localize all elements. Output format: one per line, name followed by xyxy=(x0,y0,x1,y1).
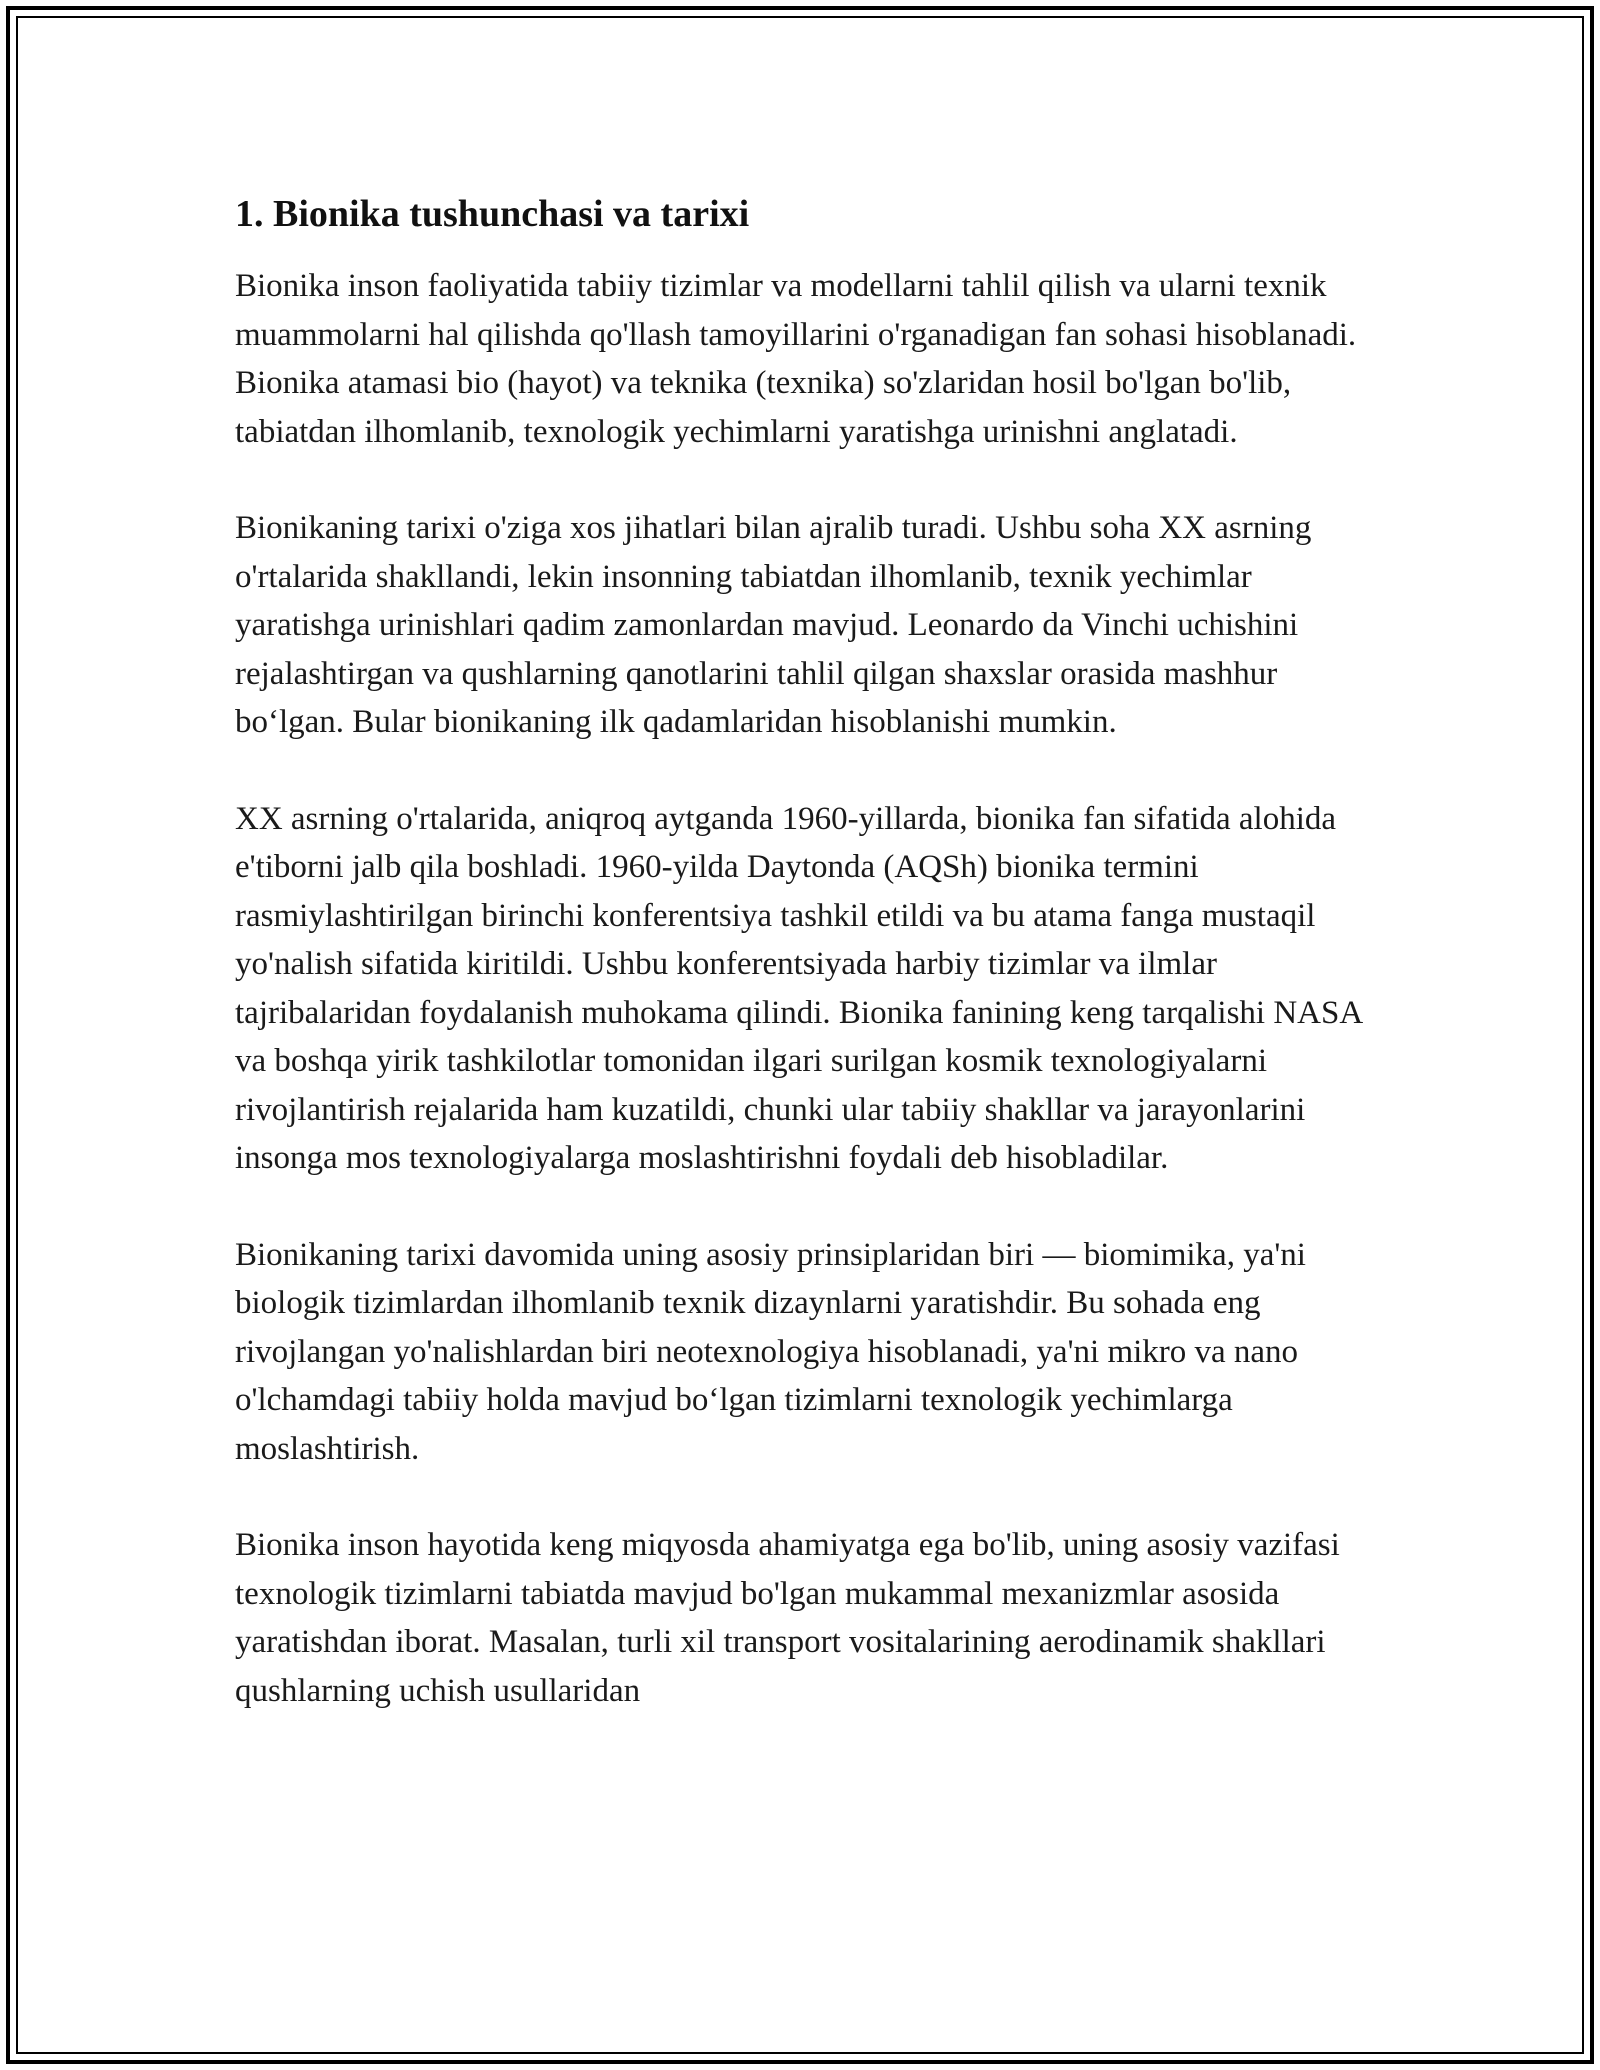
document-body xyxy=(235,186,1385,1763)
paragraph-definition: Bionika inson faoliyatida tabiiy tizimlar va modellarni tahlil qilish va ularni texnik muammolarni hal qilishda qo'llash tamoyillarini o'rganadigan fan sohasi hisoblanadi. Bionika atamasi bio (hayot) va teknika (texnika) so'zlaridan hosil bo'lgan bo'lib, tabiatdan ilhomlanib, texnologik yechimlarni yaratishga urinishni anglatadi. xyxy=(235,268,1357,450)
paragraph-importance: Bionika inson hayotida keng miqyosda ahamiyatga ega bo'lib, uning asosiy vazifasi texnologik tizimlarni tabiatda mavjud bo'lgan mukammal mexanizmlar asosida yaratishdan iborat. Masalan, turli xil transport vositalarining aerodinamik shakllari qushlarning uchish usullaridan xyxy=(235,1527,1340,1709)
paragraph-biomimicry: Bionikaning tarixi davomida uning asosiy prinsiplaridan biri — biomimika, ya'ni biologik tizimlardan ilhomlanib texnik dizaynlarni yaratishdir. Bu sohada eng rivojlangan yo'nalishlardan biri neotexnologiya hisoblanadi, ya'ni mikro va nano o'lchamdagi tabiiy holda mavjud bo‘lgan tizimlarni texnologik yechimlarga moslashtirish. xyxy=(235,1236,1306,1467)
paragraph-1960s: XX asrning o'rtalarida, aniqroq aytganda 1960-yillarda, bionika fan sifatida alohida e'tiborni jalb qila boshladi. 1960-yilda Daytonda (AQSh) bionika termini rasmiylashtirilgan birinchi konferentsiya tashkil etildi va bu atama fanga mustaqil yo'nalish sifatida kiritildi. Ushbu konferentsiyada harbiy tizimlar va ilmlar tajribalaridan foydalanish muhokama qilindi. Bionika fanining keng tarqalishi NASA va boshqa yirik tashkilotlar tomonidan ilgari surilgan kosmik texnologiyalarni rivojlantirish rejalarida ham kuzatildi, chunki ular tabiiy shakllar va jarayonlarini insonga mos texnologiyalarga moslashtirishni foydali deb hisobladilar. xyxy=(235,800,1362,1176)
section-title: 1. Bionika tushunchasi va tarixi xyxy=(235,193,750,235)
paragraph-history: Bionikaning tarixi o'ziga xos jihatlari bilan ajralib turadi. Ushbu soha XX asrning o'rtalarida shakllandi, lekin insonning tabiatdan ilhomlanib, texnik yechimlar yaratishga urinishlari qadim zamonlardan mavjud. Leonardo da Vinchi uchishini rejalashtirgan va qushlarning qanotlarini tahlil qilgan shaxslar orasida mashhur bo‘lgan. Bular bionikaning ilk qadamlaridan hisoblanishi mumkin. xyxy=(235,510,1312,740)
